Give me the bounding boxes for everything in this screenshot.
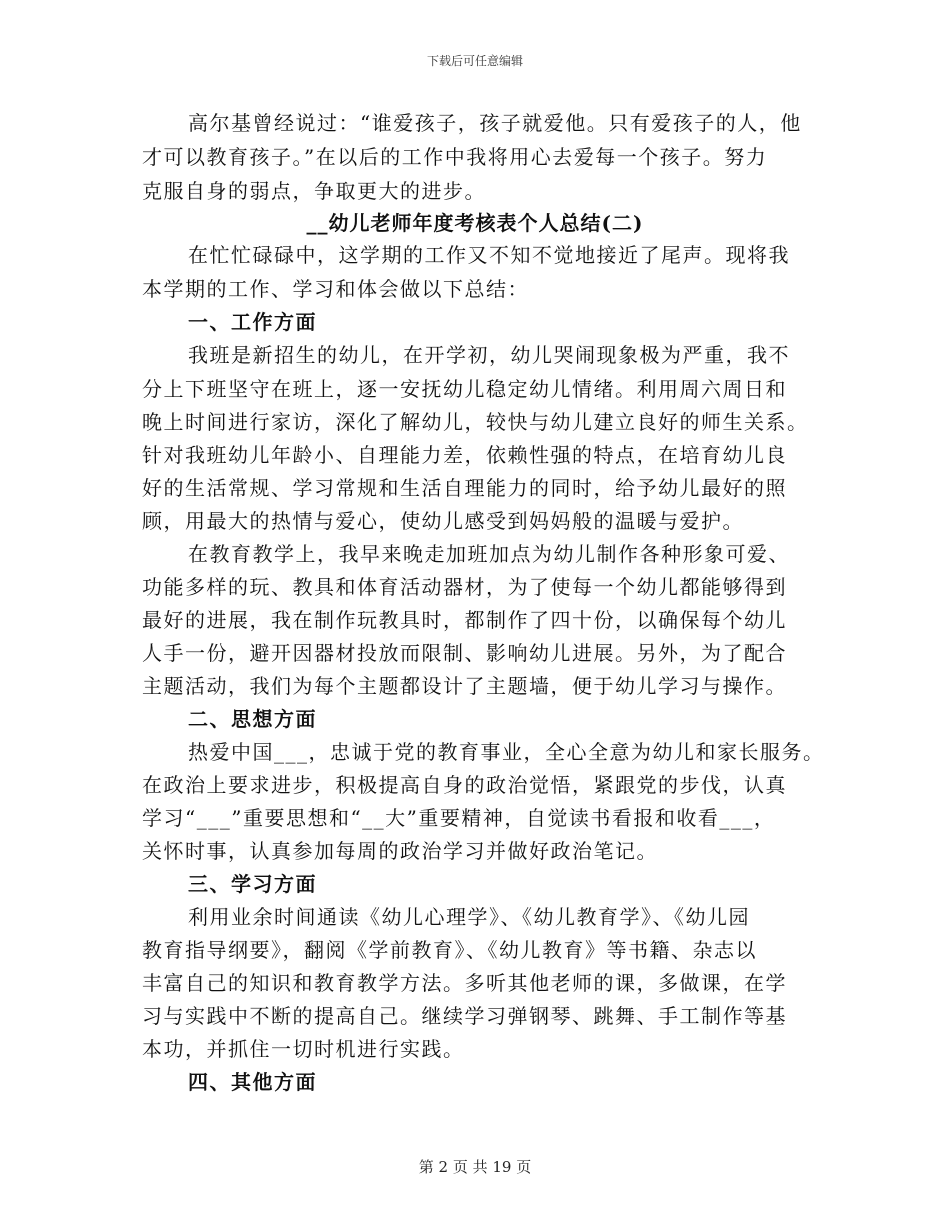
paragraph-line: 功能多样的玩、教具和体育活动器材，为了使每一个幼儿都能够得到 — [142, 575, 787, 599]
paragraph-line: 学习“___”重要思想和“__大”重要精神，自觉读书看报和收看___， — [142, 806, 776, 830]
paragraph-line: 习与实践中不断的提高自己。继续学习弹钢琴、跳舞、手工制作等基 — [142, 1004, 787, 1028]
paragraph-line: 分上下班坚守在班上，逐一安抚幼儿稳定幼儿情绪。利用周六周日和 — [142, 377, 787, 401]
paragraph-line: 关怀时事，认真参加每周的政治学习并做好政治笔记。 — [142, 839, 658, 863]
paragraph-line: 主题活动，我们为每个主题都设计了主题墙，便于幼儿学习与操作。 — [142, 674, 787, 698]
paragraph-line: 最好的进展，我在制作玩教具时，都制作了四十份，以确保每个幼儿 — [142, 608, 787, 632]
section-heading: 一、工作方面 — [188, 310, 317, 334]
page-footer: 第 2 页 共 19 页 — [418, 1158, 532, 1176]
paragraph-line: 晚上时间进行家访，深化了解幼儿，较快与幼儿建立良好的师生关系。 — [142, 410, 809, 434]
section-heading: 二、思想方面 — [188, 707, 317, 731]
paragraph-line: 利用业余时间通读《幼儿心理学》、《幼儿教育学》、《幼儿园 — [188, 905, 750, 929]
paragraph-line: 丰富自己的知识和教育教学方法。多听其他老师的课，多做课，在学 — [142, 971, 787, 995]
paragraph-line: 我班是新招生的幼儿，在开学初，幼儿哭闹现象极为严重，我不 — [188, 343, 790, 367]
paragraph-line: 本功，并抓住一切时机进行实践。 — [142, 1037, 465, 1061]
section-heading: 三、学习方面 — [188, 872, 317, 896]
section-title: __幼儿老师年度考核表个人总结(二) — [306, 211, 644, 235]
paragraph-line: 热爱中国___，忠诚于党的教育事业，全心全意为幼儿和家长服务。 — [188, 740, 825, 764]
paragraph-line: 高尔基曾经说过：“谁爱孩子，孩子就爱他。只有爱孩子的人，他 — [188, 111, 802, 135]
paragraph-line: 好的生活常规、学习常规和生活自理能力的同时，给予幼儿最好的照 — [142, 476, 787, 500]
paragraph-line: 在教育教学上，我早来晚走加班加点为幼儿制作各种形象可爱、 — [188, 542, 790, 566]
paragraph-line: 本学期的工作、学习和体会做以下总结： — [142, 277, 529, 301]
paragraph-line: 才可以教育孩子。”在以后的工作中我将用心去爱每一个孩子。努力 — [142, 145, 768, 169]
paragraph-line: 在忙忙碌碌中，这学期的工作又不知不觉地接近了尾声。现将我 — [188, 243, 790, 267]
paragraph-line: 在政治上要求进步，积极提高自身的政治觉悟，紧跟党的步伐，认真 — [142, 773, 787, 797]
paragraph-line: 针对我班幼儿年龄小、自理能力差，依赖性强的特点，在培育幼儿良 — [142, 443, 787, 467]
section-heading: 四、其他方面 — [188, 1070, 317, 1094]
paragraph-line: 克服自身的弱点，争取更大的进步。 — [142, 179, 486, 203]
page-header: 下载后可任意编辑 — [426, 54, 523, 68]
paragraph-line: 顾，用最大的热情与爱心，使幼儿感受到妈妈般的温暖与爱护。 — [142, 509, 744, 533]
paragraph-line: 人手一份，避开因器材投放而限制、影响幼儿进展。另外，为了配合 — [142, 641, 787, 665]
paragraph-line: 教育指导纲要》，翻阅《学前教育》、《幼儿教育》等书籍、杂志以 — [142, 938, 757, 962]
